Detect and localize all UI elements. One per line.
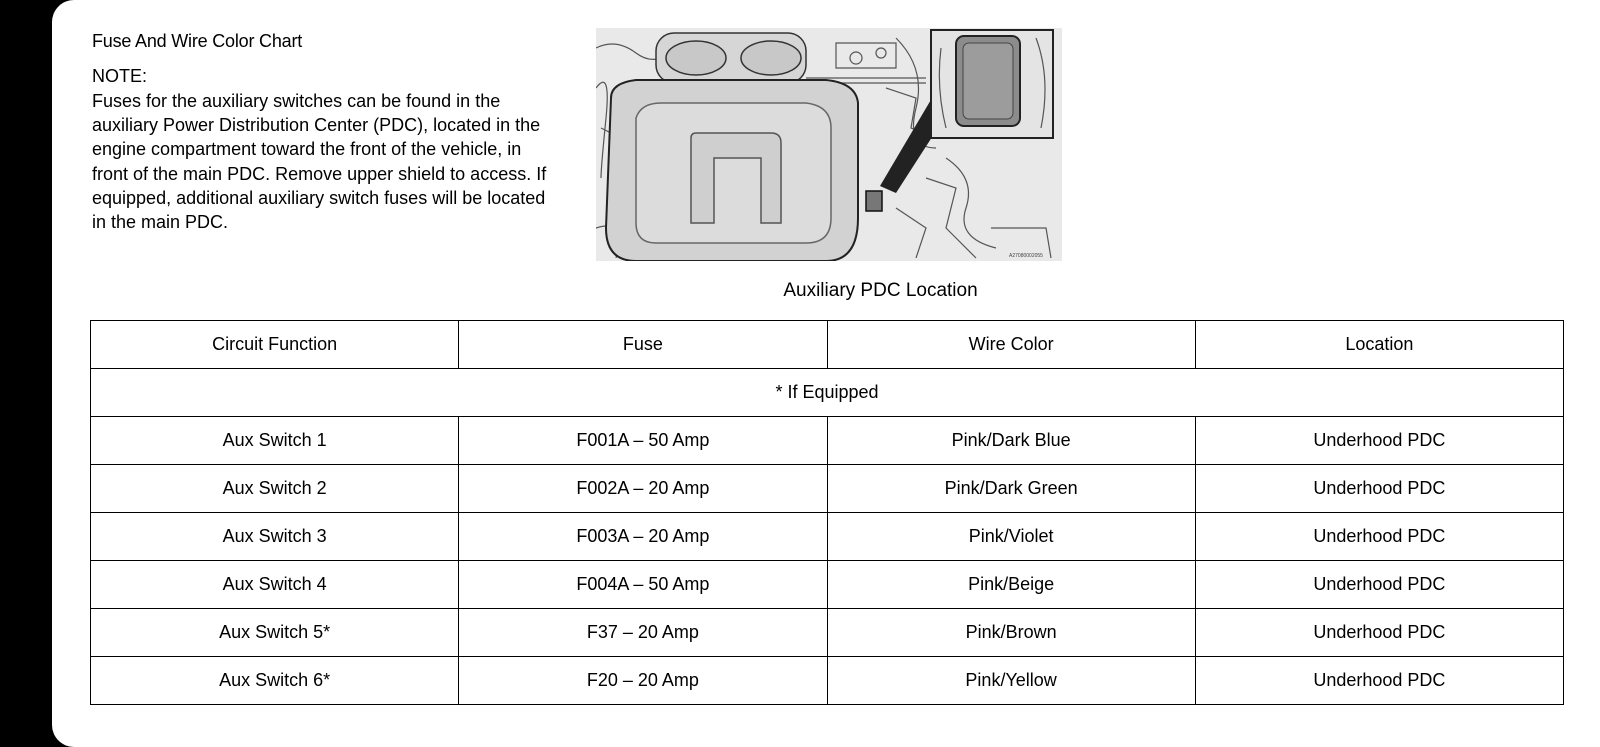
note-text: Fuses for the auxiliary switches can be found in the auxiliary Power Distribution Center (PDC), located in the engine compartment toward the front of the vehicle, in front of the main PDC. Remove upper shield to access. If equipped, additional auxiliary switch fuses will be located in the main PDC. [92,91,547,233]
engine-compartment-illustration [596,28,1062,261]
location-cell: Underhood PDC [1195,513,1563,561]
location-cell: Underhood PDC [1195,609,1563,657]
fuse-wire-color-table [90,320,1564,705]
column-header-location: Location [1195,321,1563,369]
fuse-cell: F001A – 50 Amp [459,417,827,465]
table-row [91,513,1564,561]
table-row [91,417,1564,465]
fuse-cell: F004A – 50 Amp [459,561,827,609]
note-label: NOTE: [92,66,148,86]
wire-color-cell: Pink/Dark Blue [827,417,1195,465]
figure-code: A27080002055 [1009,253,1043,259]
wire-color-cell: Pink/Violet [827,513,1195,561]
wire-color-cell: Pink/Yellow [827,657,1195,705]
circuit-function-cell: Aux Switch 5* [91,609,459,657]
circuit-function-cell: Aux Switch 2 [91,465,459,513]
engine-compartment-drawing [596,28,1062,261]
page-title: Fuse And Wire Color Chart [92,31,303,51]
fuse-cell: F20 – 20 Amp [459,657,827,705]
wire-color-cell: Pink/Brown [827,609,1195,657]
table-row [91,561,1564,609]
column-header-fuse: Fuse [459,321,827,369]
wire-color-cell: Pink/Beige [827,561,1195,609]
if-equipped-note: * If Equipped [91,369,1564,417]
figure-caption: Auxiliary PDC Location [783,280,978,301]
wire-color-cell: Pink/Dark Green [827,465,1195,513]
location-cell: Underhood PDC [1195,561,1563,609]
circuit-function-cell: Aux Switch 1 [91,417,459,465]
table-row [91,609,1564,657]
table-row [91,465,1564,513]
location-cell: Underhood PDC [1195,465,1563,513]
circuit-function-cell: Aux Switch 6* [91,657,459,705]
document-page [52,0,1600,747]
fuse-cell: F002A – 20 Amp [459,465,827,513]
column-header-wire-color: Wire Color [827,321,1195,369]
fuse-cell: F37 – 20 Amp [459,609,827,657]
column-header-circuit-function: Circuit Function [91,321,459,369]
location-cell: Underhood PDC [1195,417,1563,465]
fuse-cell: F003A – 20 Amp [459,513,827,561]
circuit-function-cell: Aux Switch 4 [91,561,459,609]
location-cell: Underhood PDC [1195,657,1563,705]
table-header-row [91,321,1564,369]
circuit-function-cell: Aux Switch 3 [91,513,459,561]
table-row [91,657,1564,705]
table-subheader-row [91,369,1564,417]
